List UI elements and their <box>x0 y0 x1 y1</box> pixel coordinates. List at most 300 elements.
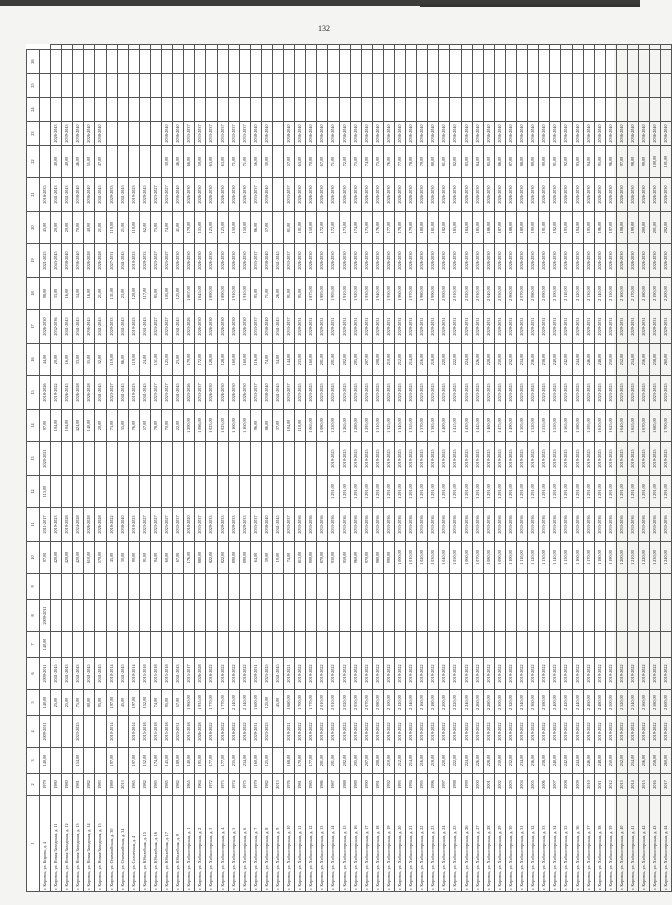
table-cell: 2026-2030 <box>528 244 539 278</box>
table-cell: 77,00 <box>395 146 406 178</box>
table-cell: 2023-2025 <box>517 376 528 410</box>
table-cell <box>284 632 295 658</box>
table-cell: 1 291,00 <box>594 476 605 508</box>
table-cell: 201,00 <box>328 344 339 376</box>
table-cell: 2019-2022 <box>450 658 461 690</box>
table-cell <box>439 632 450 658</box>
table-cell: 2015-2018 <box>150 716 161 748</box>
table-row <box>261 45 272 892</box>
table-row <box>616 45 627 892</box>
table-cell <box>339 574 350 600</box>
table-cell <box>117 632 128 658</box>
table-cell: 70,00 <box>162 410 173 442</box>
table-cell <box>339 632 350 658</box>
table-cell <box>250 476 261 508</box>
table-cell: 2038-2040 <box>261 376 272 410</box>
table-cell: 62,00 <box>139 212 150 244</box>
table-cell: 91,00 <box>139 542 150 574</box>
table-cell <box>51 442 62 476</box>
table-cell: 2019-2022 <box>361 716 372 748</box>
table-cell: 2033-2036 <box>472 508 483 542</box>
table-cell: 44,00 <box>40 344 51 376</box>
table-cell <box>428 574 439 600</box>
table-cell: 2 010,00 <box>328 690 339 716</box>
table-cell: 1 291,00 <box>505 476 516 508</box>
address-cell: г. Кировск, ул. Хибиногорская, д. 23 <box>428 796 439 892</box>
table-cell: 1 565,00 <box>561 410 572 442</box>
column-number-10: 10 <box>27 542 40 574</box>
table-cell: 254,00 <box>627 748 638 774</box>
table-cell: 119,00 <box>128 344 139 376</box>
table-cell <box>173 600 184 632</box>
table-cell: 2033-2036 <box>494 508 505 542</box>
table-cell <box>605 50 616 74</box>
address-cell: г. Кировск, ул. Хибиногорская, д. 41 <box>627 796 638 892</box>
table-cell: 2019-2022 <box>383 716 394 748</box>
table-cell: 2033-2037 <box>239 122 250 146</box>
table-row <box>73 45 84 892</box>
table-cell: 2026-2030 <box>461 178 472 212</box>
table-cell <box>239 74 250 98</box>
table-cell <box>195 632 206 658</box>
table-cell: 2019-2022 <box>439 658 450 690</box>
table-cell <box>594 98 605 122</box>
table-cell <box>505 600 516 632</box>
column-number-5: 5 <box>27 690 40 716</box>
table-cell: 105,00 <box>162 278 173 310</box>
table-cell: 2 360,00 <box>528 690 539 716</box>
table-cell <box>306 476 317 508</box>
table-cell <box>95 442 106 476</box>
table-cell: 2033-2036 <box>395 508 406 542</box>
table-cell: 990,00 <box>383 542 394 574</box>
table-cell: 1 140,00 <box>550 542 561 574</box>
table-cell <box>616 74 627 98</box>
table-cell: 234,00 <box>239 748 250 774</box>
table-cell: 174,00 <box>350 212 361 244</box>
table-cell <box>439 600 450 632</box>
table-cell <box>206 50 217 74</box>
table-cell <box>284 50 295 74</box>
table-cell: 2018-2022 <box>217 716 228 748</box>
table-cell: 2026-2030 <box>228 310 239 344</box>
table-cell: 2036-2040 <box>317 122 328 146</box>
table-cell <box>95 748 106 774</box>
table-cell: 236,00 <box>528 748 539 774</box>
table-cell: 2026-2030 <box>472 178 483 212</box>
table-cell <box>150 146 161 178</box>
address-cell: г. Кировск, ул. Новая Заводская, д. 14 <box>84 796 95 892</box>
table-cell <box>417 45 428 50</box>
table-cell: 2 150,00 <box>605 278 616 310</box>
table-cell: 2029-2033 <box>217 508 228 542</box>
table-cell <box>483 74 494 98</box>
table-cell: 930,00 <box>328 542 339 574</box>
table-cell: 2 600,00 <box>661 690 672 716</box>
table-cell: 2033-2037 <box>195 508 206 542</box>
table-cell <box>195 74 206 98</box>
table-row <box>361 45 372 892</box>
table-cell: 205,00 <box>350 748 361 774</box>
table-cell: 2026-2030 <box>372 244 383 278</box>
table-cell <box>162 45 173 50</box>
address-cell: г. Кировск, ул. Юбилейная, д. 15 <box>139 796 150 892</box>
table-cell <box>361 45 372 50</box>
table-cell: 1 100,00 <box>505 542 516 574</box>
table-cell: 95,00 <box>162 690 173 716</box>
table-cell: 2019-2025 <box>627 442 638 476</box>
table-cell <box>106 74 117 98</box>
column-number-18: 18 <box>27 278 40 310</box>
table-cell: 2026-2030 <box>184 178 195 212</box>
table-cell: 2029-2031 <box>483 310 494 344</box>
table-cell <box>162 50 173 74</box>
table-cell <box>561 98 572 122</box>
table-row <box>605 45 616 892</box>
table-cell <box>572 50 583 74</box>
table-cell: 2019-2025 <box>428 442 439 476</box>
table-cell: 2 160,00 <box>616 278 627 310</box>
table-cell: 2026-2028 <box>195 716 206 748</box>
table-cell: 2026-2030 <box>594 244 605 278</box>
table-cell <box>539 45 550 50</box>
table-cell: 2019-2028 <box>62 508 73 542</box>
table-cell: 222,00 <box>450 748 461 774</box>
table-cell: 119,00 <box>128 212 139 244</box>
table-cell: 2019-2023 <box>51 508 62 542</box>
table-cell: 195,00 <box>195 748 206 774</box>
column-number-21: 21 <box>27 178 40 212</box>
table-row <box>550 45 561 892</box>
table-cell <box>272 98 283 122</box>
table-cell: 2041-2045 <box>95 310 106 344</box>
table-cell <box>173 45 184 50</box>
table-cell: 1 910,00 <box>239 278 250 310</box>
table-cell: 2 520,00 <box>616 690 627 716</box>
table-cell: 2024-2028 <box>73 508 84 542</box>
table-cell: 2019-2022 <box>483 658 494 690</box>
table-cell: 2026-2030 <box>217 178 228 212</box>
table-cell: 2026-2040 <box>84 122 95 146</box>
table-cell: 71,00 <box>228 146 239 178</box>
table-cell: 2036-2040 <box>661 122 672 146</box>
table-cell: 1 291,00 <box>539 476 550 508</box>
table-cell: 2029-2031 <box>594 310 605 344</box>
table-cell: 2026-2030 <box>228 244 239 278</box>
column-number-24: 24 <box>27 98 40 122</box>
table-cell: 168,00 <box>284 748 295 774</box>
table-cell <box>450 74 461 98</box>
table-cell: 2020-2021 <box>40 442 51 476</box>
table-cell: 197,00 <box>605 212 616 244</box>
table-cell: 119,00 <box>106 344 117 376</box>
table-cell: 2019-2023 <box>128 244 139 278</box>
table-cell: 2 240,00 <box>461 690 472 716</box>
table-cell: 35,00 <box>117 410 128 442</box>
table-cell: 2019-2022 <box>627 716 638 748</box>
table-cell <box>128 442 139 476</box>
table-cell <box>162 98 173 122</box>
table-cell: 2033-2037 <box>284 508 295 542</box>
address-cell: г. Кировск, ул. Олимпийская, д. 30 <box>106 796 117 892</box>
table-cell: 1993 <box>395 774 406 796</box>
table-cell: 2019-2022 <box>483 716 494 748</box>
table-cell: 2 140,00 <box>228 690 239 716</box>
table-cell: 2018-2022 <box>106 508 117 542</box>
table-cell <box>106 574 117 600</box>
table-cell: 234,00 <box>517 344 528 376</box>
table-cell: 182,00 <box>439 212 450 244</box>
table-cell <box>372 574 383 600</box>
table-cell <box>616 600 627 632</box>
table-cell: 2029-2031 <box>583 310 594 344</box>
table-cell: 20,00 <box>51 344 62 376</box>
table-cell: 2026-2030 <box>483 178 494 212</box>
table-cell: 2007 <box>550 774 561 796</box>
table-cell: 2033-2036 <box>317 508 328 542</box>
table-cell: 242,00 <box>561 344 572 376</box>
address-cell: г. Кировск, ул. Хибиногорская, д. 35 <box>561 796 572 892</box>
address-cell: г. Кировск, ул. Хибиногорская, д. 11 <box>295 796 306 892</box>
table-cell: 1 935,00 <box>195 690 206 716</box>
table-cell <box>295 476 306 508</box>
table-cell: 2026-2030 <box>306 244 317 278</box>
table-cell <box>383 50 394 74</box>
table-cell: 2041-2045 <box>173 310 184 344</box>
address-cell: г. Кировск, ул. Хибиногорская, д. 10 <box>284 796 295 892</box>
table-row <box>428 45 439 892</box>
table-cell <box>173 442 184 476</box>
address-cell: г. Кировск, ул. Хибиногорская, д. 4 <box>217 796 228 892</box>
table-cell: 2009-2011 <box>40 716 51 748</box>
table-cell: 1 080,00 <box>317 410 328 442</box>
table-cell <box>239 442 250 476</box>
table-cell: 2 500,00 <box>605 690 616 716</box>
table-cell: 2033-2036 <box>627 508 638 542</box>
table-cell: 570,00 <box>95 542 106 574</box>
table-cell: 202,00 <box>661 212 672 244</box>
table-cell: 2038-2040 <box>62 244 73 278</box>
table-cell: 189,00 <box>517 212 528 244</box>
table-cell: 196,00 <box>594 212 605 244</box>
table-cell: 1990 <box>361 774 372 796</box>
table-cell <box>84 632 95 658</box>
table-cell <box>150 600 161 632</box>
table-cell: 2019-2022 <box>339 716 350 748</box>
table-cell: 248,00 <box>594 344 605 376</box>
table-cell <box>428 50 439 74</box>
table-cell: 2026-2030 <box>550 244 561 278</box>
table-cell: 179,00 <box>184 212 195 244</box>
table-cell: 2026-2030 <box>505 244 516 278</box>
table-cell <box>95 716 106 748</box>
table-cell: 2026-2030 <box>450 178 461 212</box>
table-cell: 244,00 <box>572 748 583 774</box>
table-cell: 2005 <box>528 774 539 796</box>
table-cell: 2036-2040 <box>561 122 572 146</box>
table-cell: 187,00 <box>494 212 505 244</box>
table-cell: 2018-2020 <box>184 508 195 542</box>
table-cell: 2016 <box>650 774 661 796</box>
table-cell <box>84 476 95 508</box>
table-cell <box>306 45 317 50</box>
table-cell: 2041-2045 <box>62 310 73 344</box>
table-cell: 2029-2031 <box>550 310 561 344</box>
table-row <box>228 45 239 892</box>
table-cell: 191,00 <box>539 212 550 244</box>
table-cell: 216,00 <box>417 748 428 774</box>
table-row <box>62 45 73 892</box>
table-cell: 1 770,00 <box>217 690 228 716</box>
table-cell <box>339 600 350 632</box>
table-cell: 152,00 <box>139 748 150 774</box>
table-cell <box>483 574 494 600</box>
table-cell <box>317 574 328 600</box>
table-cell: 1 445,00 <box>472 410 483 442</box>
table-cell: 2 180,00 <box>639 278 650 310</box>
column-number-17: 17 <box>27 310 40 344</box>
table-cell <box>150 122 161 146</box>
table-cell: 1 680,00 <box>284 690 295 716</box>
table-cell: 1 291,00 <box>450 476 461 508</box>
table-cell <box>139 600 150 632</box>
table-cell: 66,00 <box>184 146 195 178</box>
table-cell <box>594 74 605 98</box>
table-cell: 2033-2037 <box>173 508 184 542</box>
table-cell: 1972 <box>206 774 217 796</box>
table-cell <box>550 600 561 632</box>
table-cell <box>106 442 117 476</box>
table-cell <box>40 98 51 122</box>
address-cell: г. Кировск, ул. Хибиногорская, д. 13 <box>317 796 328 892</box>
table-cell: 2019-2025 <box>583 442 594 476</box>
table-cell: 1 065,00 <box>306 410 317 442</box>
table-cell <box>239 476 250 508</box>
table-cell: 2013 <box>616 774 627 796</box>
table-cell: 2023-2027 <box>150 376 161 410</box>
table-cell: 2 100,00 <box>550 278 561 310</box>
table-cell <box>472 98 483 122</box>
table-cell: 2029-2031 <box>428 310 439 344</box>
table-cell <box>228 45 239 50</box>
table-cell: 2019-2022 <box>461 658 472 690</box>
table-cell <box>372 98 383 122</box>
table-cell: 2033-2037 <box>250 310 261 344</box>
table-cell <box>627 632 638 658</box>
table-cell: 208,00 <box>372 748 383 774</box>
table-cell: 2023-2026 <box>184 376 195 410</box>
table-cell: 2036-2040 <box>328 122 339 146</box>
table-cell: 252,00 <box>616 748 627 774</box>
table-cell <box>406 50 417 74</box>
table-cell: 71,00 <box>261 278 272 310</box>
table-cell: 2036-2040 <box>350 122 361 146</box>
table-cell: 960,00 <box>350 542 361 574</box>
table-cell: 2019-2025 <box>494 442 505 476</box>
table-cell <box>450 632 461 658</box>
table-cell <box>117 74 128 98</box>
table-cell: 1 030,00 <box>428 542 439 574</box>
table-cell <box>84 716 95 748</box>
table-cell: 2026-2028 <box>95 244 106 278</box>
table-cell <box>206 600 217 632</box>
table-cell <box>173 74 184 98</box>
table-cell: 1 415,00 <box>450 410 461 442</box>
table-cell <box>261 632 272 658</box>
table-cell <box>383 632 394 658</box>
table-cell: 1 685,00 <box>650 410 661 442</box>
table-cell: 2026-2030 <box>539 244 550 278</box>
table-cell: 1 875,00 <box>306 278 317 310</box>
table-cell <box>461 74 472 98</box>
table-cell: 192,00 <box>550 212 561 244</box>
column-number-22: 22 <box>27 146 40 178</box>
address-cell: г. Кировск, ул. Хибиногорская, д. 26 <box>461 796 472 892</box>
table-cell <box>428 98 439 122</box>
table-cell <box>239 632 250 658</box>
table-cell: 57,00 <box>284 146 295 178</box>
table-cell: 97,00 <box>616 146 627 178</box>
table-cell: 98,00 <box>627 146 638 178</box>
table-cell: 46,00 <box>73 146 84 178</box>
table-cell <box>317 50 328 74</box>
table-cell: 2023-2025 <box>428 376 439 410</box>
table-cell <box>627 45 638 50</box>
address-cell: г. Кировск, ул. Хибиногорская, д. 43 <box>650 796 661 892</box>
table-cell: 2033-2037 <box>250 178 261 212</box>
table-cell: 2041-2045 <box>95 178 106 212</box>
table-cell: 1 023,00 <box>206 410 217 442</box>
table-cell: 2 180,00 <box>428 690 439 716</box>
table-cell: 2026-2030 <box>206 178 217 212</box>
table-cell <box>494 50 505 74</box>
table-cell: 2019-2022 <box>295 658 306 690</box>
table-cell: 2023-2025 <box>295 376 306 410</box>
table-cell: 113,00 <box>40 476 51 508</box>
table-cell: 1 291,00 <box>328 476 339 508</box>
table-cell: 2023-2025 <box>350 376 361 410</box>
table-cell: 23,00 <box>117 278 128 310</box>
table-cell: 2 440,00 <box>572 690 583 716</box>
table-cell: 1 700,00 <box>661 410 672 442</box>
table-cell <box>550 74 561 98</box>
table-cell <box>517 50 528 74</box>
table-cell <box>206 98 217 122</box>
table-cell: 2029-2033 <box>106 310 117 344</box>
table-cell: 2029-2031 <box>395 310 406 344</box>
table-cell <box>350 74 361 98</box>
table-cell: 2023-2025 <box>661 376 672 410</box>
table-cell: 1 291,00 <box>383 476 394 508</box>
table-cell: 1 250,00 <box>328 410 339 442</box>
table-cell: 2036-2040 <box>428 122 439 146</box>
table-cell: 2023-2025 <box>395 376 406 410</box>
table-cell: 210,00 <box>383 344 394 376</box>
table-cell <box>239 600 250 632</box>
table-cell: 2026-2030 <box>383 244 394 278</box>
table-cell: 2029-2033 <box>139 244 150 278</box>
table-cell: 186,00 <box>483 212 494 244</box>
table-cell <box>494 98 505 122</box>
table-cell: 85,00 <box>150 278 161 310</box>
table-cell: 2039-2043 <box>62 122 73 146</box>
table-cell <box>295 74 306 98</box>
table-cell: 216,00 <box>417 344 428 376</box>
table-cell: 212,00 <box>395 748 406 774</box>
address-cell: г. Кировск, ул. Хибиногорская, д. 28 <box>483 796 494 892</box>
table-cell: 45,00 <box>40 212 51 244</box>
table-cell: 2014 <box>627 774 638 796</box>
